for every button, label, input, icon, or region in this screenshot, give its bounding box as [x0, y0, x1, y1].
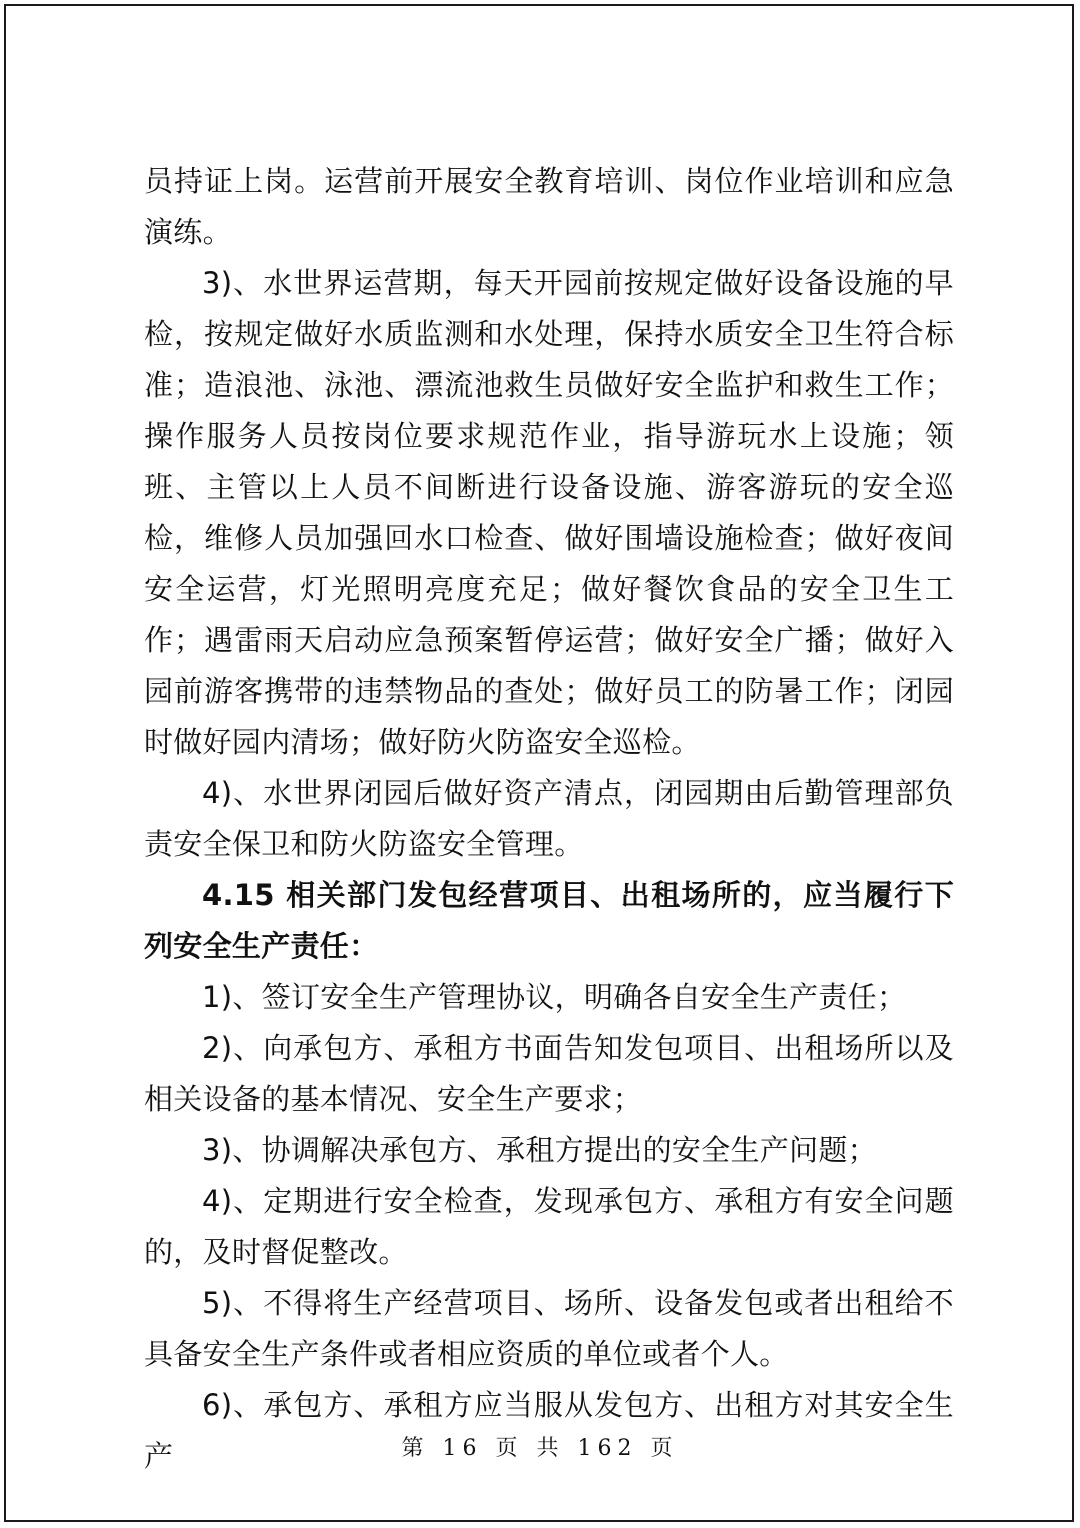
paragraph-item-4-closing: 4)、水世界闭园后做好资产清点，闭园期由后勤管理部负责安全保卫和防火防盗安全管理。: [144, 776, 954, 861]
paragraph-item-6-obey: 6)、承包方、承租方应当服从发包方、出租方对其安全生产: [144, 1388, 954, 1473]
section-heading-4-15: 4.15 相关部门发包经营项目、出租场所的，应当履行下列安全生产责任：: [144, 878, 954, 963]
paragraph-item-1-agreement: 1)、签订安全生产管理协议，明确各自安全生产责任；: [202, 980, 907, 1014]
paragraph-item-3-coordinate: 3)、协调解决承包方、承租方提出的安全生产问题；: [202, 1133, 877, 1167]
paragraph-item-4-inspect: 4)、定期进行安全检查，发现承包方、承租方有安全问题的，及时督促整改。: [144, 1184, 954, 1269]
paragraph-item-3-operation: 3)、水世界运营期，每天开园前按规定做好设备设施的早检，按规定做好水质监测和水处理，保持水质安全卫生符合标准；造浪池、泳池、漂流池救生员做好安全监护和救生工作；操作服务人员按岗位要求规范作业，指导游玩水上设施；领班、主管以上人员不间断进行设备设施、游客游玩的安全巡检，维修人员加强回水口检查、做好围墙设施检查；做好夜间安全运营，灯光照明亮度充足；做好餐饮食品的安全卫生工作；遇雷雨天启动应急预案暂停运营；做好安全广播；做好入园前游客携带的违禁物品的查处；做好员工的防暑工作；闭园时做好园内清场；做好防火防盗安全巡检。: [144, 266, 954, 759]
page-number-footer: 第 16 页 共 162 页: [401, 1436, 679, 1461]
paragraph-continuation: 员持证上岗。运营前开展安全教育培训、岗位作业培训和应急演练。: [144, 164, 954, 249]
paragraph-item-5-qualification: 5)、不得将生产经营项目、场所、设备发包或者出租给不具备安全生产条件或者相应资质的单位或者个人。: [144, 1286, 954, 1371]
document-body: [144, 156, 954, 1482]
paragraph-item-2-notify: 2)、向承包方、承租方书面告知发包项目、出租场所以及相关设备的基本情况、安全生产要求；: [144, 1031, 954, 1116]
